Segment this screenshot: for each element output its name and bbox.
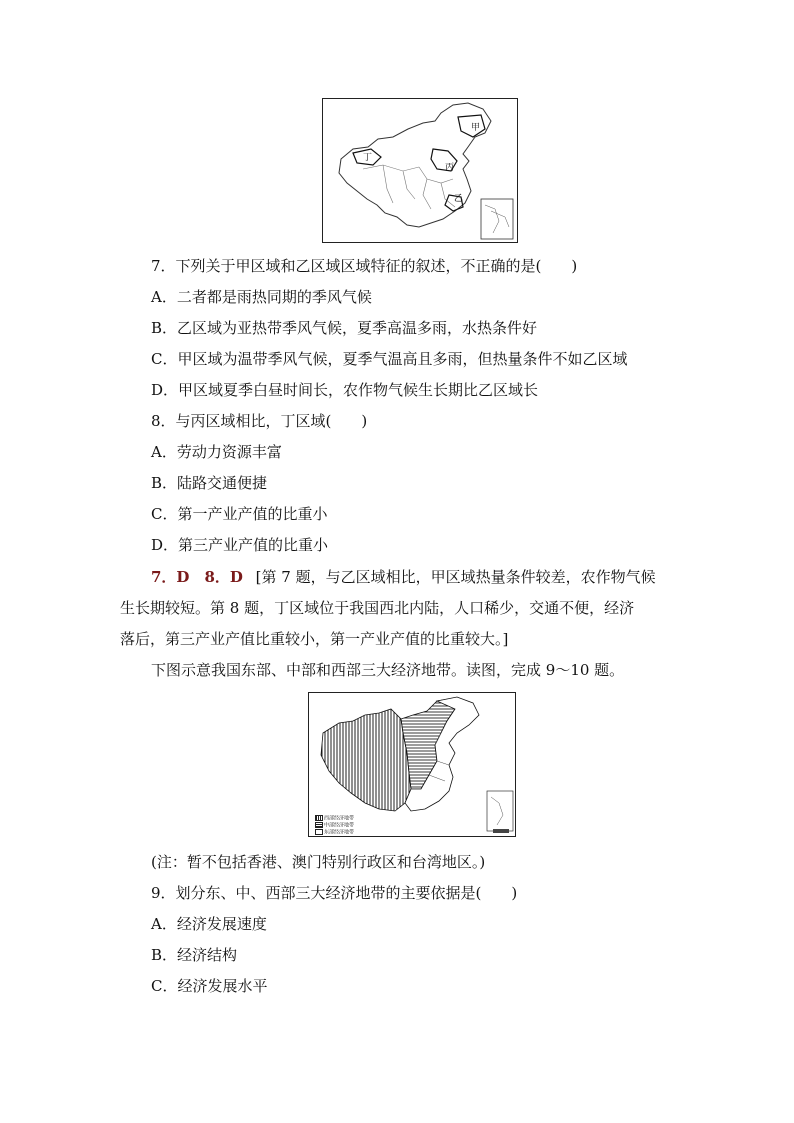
question-7-option-c: C．甲区域为温带季风气候，夏季气温高且多雨，但热量条件不如乙区域 [151,350,628,368]
legend-east: 东部经济地带 [315,829,354,836]
legend-central: 中部经济地带 [315,822,354,829]
question-8-option-a: A．劳动力资源丰富 [151,443,282,461]
answer-explanation-1: [第 7 题，与乙区域相比，甲区域热量条件较差，农作物气候 [255,568,656,586]
question-9-option-a: A．经济发展速度 [151,915,267,933]
legend-west: 西部经济地带 [315,815,354,822]
question-7-option-a: A．二者都是雨热同期的季风气候 [151,288,372,306]
legend-swatch-central [315,822,323,828]
economic-zones-map [308,692,516,837]
china-region-map [322,98,518,243]
map-label-jia: 甲 [471,123,481,133]
question-7-option-d: D．甲区域夏季白昼时间长，农作物气候生长期比乙区域长 [151,381,539,399]
question-9-option-b: B．经济结构 [151,946,238,964]
note-text: (注：暂不包括香港、澳门特别行政区和台湾地区。) [151,853,486,871]
question-8-option-c: C．第一产业产值的比重小 [151,505,328,523]
map-label-ding: 丁 [363,153,373,163]
answer-key: 7．D 8．D [151,568,243,586]
map-label-yi: 乙 [454,194,464,204]
question-9-option-c: C．经济发展水平 [151,977,268,995]
legend-swatch-east [315,829,323,835]
question-8-option-d: D．第三产业产值的比重小 [151,536,329,554]
legend-swatch-west [315,815,323,821]
answer-7-8-line-1 [151,567,656,587]
question-7-option-b: B．乙区域为亚热带季风气候，夏季高温多雨，水热条件好 [151,319,538,337]
question-9-stem: 9．划分东、中、西部三大经济地带的主要依据是( ) [151,884,518,902]
answer-explanation-3: 落后，第三产业产值比重较小，第一产业产值的比重较大。] [120,630,509,648]
china-outline-map-1 [323,99,517,242]
map-label-bing: 丙 [445,163,455,173]
question-8-stem: 8．与丙区域相比，丁区域( ) [151,412,368,430]
intro-9-10: 下图示意我国东部、中部和西部三大经济地带。读图，完成 9～10 题。 [151,661,625,679]
question-8-option-b: B．陆路交通便捷 [151,474,268,492]
question-7-stem: 7．下列关于甲区域和乙区域区域特征的叙述，不正确的是( ) [151,257,578,275]
answer-explanation-2: 生长期较短。第 8 题，丁区域位于我国西北内陆，人口稀少，交通不便，经济 [120,599,635,617]
